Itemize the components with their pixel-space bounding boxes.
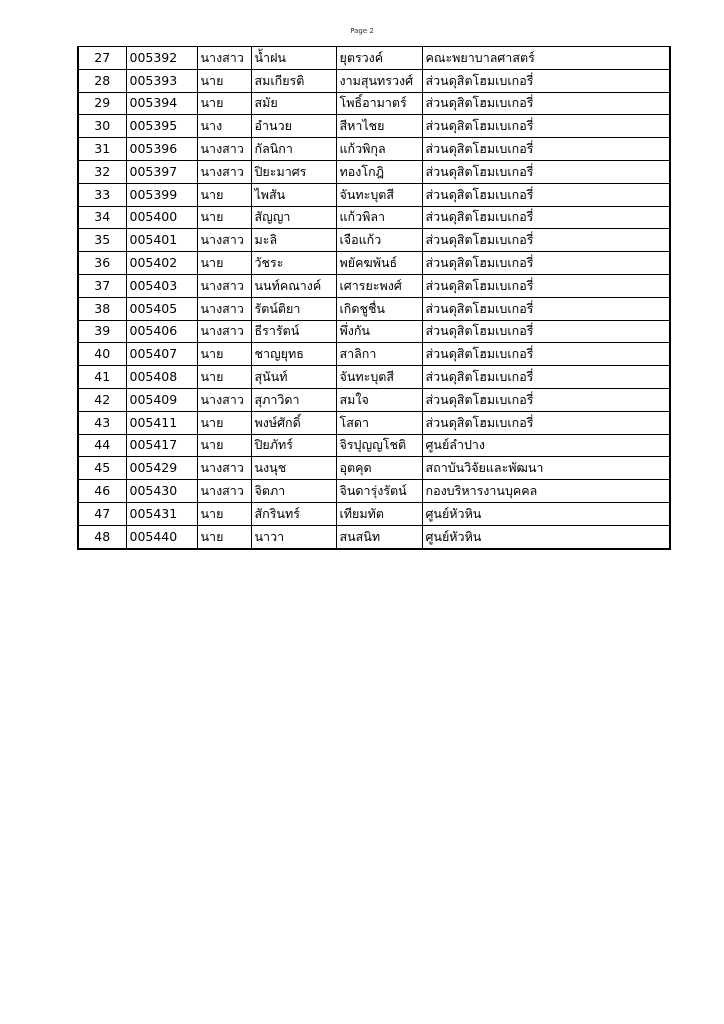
first-name-cell: นนท์คณางค์	[251, 274, 336, 297]
title-cell: นาย	[197, 411, 251, 434]
row-number-cell: 34	[78, 206, 126, 229]
last-name-cell: เศารยะพงศ์	[336, 274, 422, 297]
staff-id-cell: 005403	[126, 274, 197, 297]
table-row	[78, 320, 670, 343]
last-name-cell: สาลิกา	[336, 343, 422, 366]
title-cell: นาย	[197, 434, 251, 457]
title-cell: นางสาว	[197, 480, 251, 503]
staff-id-cell: 005394	[126, 92, 197, 115]
title-cell: นาย	[197, 366, 251, 389]
staff-id-cell: 005430	[126, 480, 197, 503]
last-name-cell: ยุตรวงค์	[336, 47, 422, 70]
first-name-cell: นาวา	[251, 525, 336, 548]
first-name-cell: สักรินทร์	[251, 502, 336, 525]
row-number-cell: 41	[78, 366, 126, 389]
table-row	[78, 388, 670, 411]
title-cell: นาย	[197, 206, 251, 229]
title-cell: นาย	[197, 92, 251, 115]
first-name-cell: สมเกียรติ	[251, 69, 336, 92]
first-name-cell: วัชระ	[251, 252, 336, 275]
staff-id-cell: 005395	[126, 115, 197, 138]
title-cell: นางสาว	[197, 320, 251, 343]
department-cell: ส่วนดุสิตโฮมเบเกอรี่	[422, 138, 670, 161]
staff-table	[77, 46, 671, 550]
first-name-cell: ธีรารัตน์	[251, 320, 336, 343]
title-cell: นางสาว	[197, 388, 251, 411]
first-name-cell: ไพสัน	[251, 183, 336, 206]
last-name-cell: งามสุนทรวงศ์	[336, 69, 422, 92]
row-number-cell: 30	[78, 115, 126, 138]
title-cell: นาย	[197, 69, 251, 92]
department-cell: คณะพยาบาลศาสตร์	[422, 47, 670, 70]
department-cell: ส่วนดุสิตโฮมเบเกอรี่	[422, 229, 670, 252]
row-number-cell: 35	[78, 229, 126, 252]
last-name-cell: สมใจ	[336, 388, 422, 411]
first-name-cell: ชาญยุทธ	[251, 343, 336, 366]
table-row	[78, 434, 670, 457]
last-name-cell: เทียมทัต	[336, 502, 422, 525]
last-name-cell: พยัคฆพันธ์	[336, 252, 422, 275]
first-name-cell: รัตน์ติยา	[251, 297, 336, 320]
first-name-cell: นงนุช	[251, 457, 336, 480]
last-name-cell: โพธิ์อามาตร์	[336, 92, 422, 115]
title-cell: นางสาว	[197, 297, 251, 320]
department-cell: ส่วนดุสิตโฮมเบเกอรี่	[422, 206, 670, 229]
table-row	[78, 160, 670, 183]
table-row	[78, 183, 670, 206]
last-name-cell: จันทะบุตสี	[336, 183, 422, 206]
staff-id-cell: 005397	[126, 160, 197, 183]
row-number-cell: 36	[78, 252, 126, 275]
last-name-cell: โสดา	[336, 411, 422, 434]
department-cell: ส่วนดุสิตโฮมเบเกอรี่	[422, 366, 670, 389]
staff-id-cell: 005401	[126, 229, 197, 252]
title-cell: นาย	[197, 525, 251, 548]
department-cell: ส่วนดุสิตโฮมเบเกอรี่	[422, 115, 670, 138]
first-name-cell: จิตภา	[251, 480, 336, 503]
title-cell: นางสาว	[197, 457, 251, 480]
title-cell: นาง	[197, 115, 251, 138]
staff-id-cell: 005405	[126, 297, 197, 320]
staff-id-cell: 005392	[126, 47, 197, 70]
staff-id-cell: 005393	[126, 69, 197, 92]
staff-id-cell: 005440	[126, 525, 197, 548]
row-number-cell: 44	[78, 434, 126, 457]
first-name-cell: น้ำฝน	[251, 47, 336, 70]
table-row	[78, 502, 670, 525]
last-name-cell: สนสนิท	[336, 525, 422, 548]
department-cell: ส่วนดุสิตโฮมเบเกอรี่	[422, 274, 670, 297]
row-number-cell: 32	[78, 160, 126, 183]
table-row	[78, 229, 670, 252]
title-cell: นาย	[197, 252, 251, 275]
staff-id-cell: 005411	[126, 411, 197, 434]
department-cell: ส่วนดุสิตโฮมเบเกอรี่	[422, 183, 670, 206]
table-row	[78, 411, 670, 434]
department-cell: ส่วนดุสิตโฮมเบเกอรี่	[422, 297, 670, 320]
staff-id-cell: 005417	[126, 434, 197, 457]
title-cell: นางสาว	[197, 138, 251, 161]
row-number-cell: 33	[78, 183, 126, 206]
row-number-cell: 47	[78, 502, 126, 525]
last-name-cell: จิรปุญญโชติ	[336, 434, 422, 457]
staff-id-cell: 005429	[126, 457, 197, 480]
title-cell: นางสาว	[197, 274, 251, 297]
row-number-cell: 43	[78, 411, 126, 434]
department-cell: ส่วนดุสิตโฮมเบเกอรี่	[422, 388, 670, 411]
department-cell: ส่วนดุสิตโฮมเบเกอรี่	[422, 343, 670, 366]
department-cell: สถาบันวิจัยและพัฒนา	[422, 457, 670, 480]
first-name-cell: พงษ์ศักดิ์	[251, 411, 336, 434]
table-row	[78, 206, 670, 229]
last-name-cell: เกิดชูชื่น	[336, 297, 422, 320]
department-cell: ส่วนดุสิตโฮมเบเกอรี่	[422, 69, 670, 92]
table-row	[78, 457, 670, 480]
department-cell: ส่วนดุสิตโฮมเบเกอรี่	[422, 92, 670, 115]
row-number-cell: 31	[78, 138, 126, 161]
row-number-cell: 48	[78, 525, 126, 548]
last-name-cell: ทองโกฎิ	[336, 160, 422, 183]
table-row	[78, 252, 670, 275]
row-number-cell: 28	[78, 69, 126, 92]
staff-id-cell: 005431	[126, 502, 197, 525]
last-name-cell: แก้วพิกุล	[336, 138, 422, 161]
first-name-cell: มะลิ	[251, 229, 336, 252]
last-name-cell: แก้วพิลา	[336, 206, 422, 229]
page-number-label: Page 2	[350, 27, 374, 35]
first-name-cell: สมัย	[251, 92, 336, 115]
first-name-cell: สัญญา	[251, 206, 336, 229]
last-name-cell: สีหาไชย	[336, 115, 422, 138]
row-number-cell: 39	[78, 320, 126, 343]
staff-id-cell: 005409	[126, 388, 197, 411]
department-cell: ศูนย์ลำปาง	[422, 434, 670, 457]
department-cell: ส่วนดุสิตโฮมเบเกอรี่	[422, 411, 670, 434]
last-name-cell: เจือแก้ว	[336, 229, 422, 252]
row-number-cell: 46	[78, 480, 126, 503]
table-row	[78, 480, 670, 503]
table-row	[78, 138, 670, 161]
first-name-cell: สุนันท์	[251, 366, 336, 389]
title-cell: นาย	[197, 183, 251, 206]
row-number-cell: 27	[78, 47, 126, 70]
staff-id-cell: 005402	[126, 252, 197, 275]
table-row	[78, 69, 670, 92]
first-name-cell: สุภาวิดา	[251, 388, 336, 411]
title-cell: นางสาว	[197, 229, 251, 252]
staff-table-body	[78, 47, 670, 549]
title-cell: นาย	[197, 502, 251, 525]
department-cell: ศูนย์หัวหิน	[422, 502, 670, 525]
first-name-cell: ปิยะมาศร	[251, 160, 336, 183]
title-cell: นางสาว	[197, 160, 251, 183]
row-number-cell: 42	[78, 388, 126, 411]
staff-id-cell: 005407	[126, 343, 197, 366]
department-cell: กองบริหารงานบุคคล	[422, 480, 670, 503]
first-name-cell: ปิยภัทร์	[251, 434, 336, 457]
first-name-cell: อำนวย	[251, 115, 336, 138]
table-row	[78, 297, 670, 320]
table-row	[78, 525, 670, 548]
department-cell: ส่วนดุสิตโฮมเบเกอรี่	[422, 320, 670, 343]
staff-id-cell: 005396	[126, 138, 197, 161]
last-name-cell: จันทะบุตสี	[336, 366, 422, 389]
last-name-cell: จินดารุ่งรัตน์	[336, 480, 422, 503]
table-row	[78, 47, 670, 70]
staff-id-cell: 005406	[126, 320, 197, 343]
table-row	[78, 92, 670, 115]
row-number-cell: 38	[78, 297, 126, 320]
row-number-cell: 37	[78, 274, 126, 297]
last-name-cell: พึ่งกัน	[336, 320, 422, 343]
title-cell: นาย	[197, 343, 251, 366]
first-name-cell: กัลนิกา	[251, 138, 336, 161]
department-cell: ส่วนดุสิตโฮมเบเกอรี่	[422, 252, 670, 275]
table-row	[78, 343, 670, 366]
department-cell: ส่วนดุสิตโฮมเบเกอรี่	[422, 160, 670, 183]
table-row	[78, 366, 670, 389]
table-row	[78, 115, 670, 138]
staff-id-cell: 005399	[126, 183, 197, 206]
staff-id-cell: 005408	[126, 366, 197, 389]
row-number-cell: 29	[78, 92, 126, 115]
row-number-cell: 45	[78, 457, 126, 480]
staff-id-cell: 005400	[126, 206, 197, 229]
title-cell: นางสาว	[197, 47, 251, 70]
department-cell: ศูนย์หัวหิน	[422, 525, 670, 548]
table-row	[78, 274, 670, 297]
last-name-cell: อุตคุด	[336, 457, 422, 480]
row-number-cell: 40	[78, 343, 126, 366]
